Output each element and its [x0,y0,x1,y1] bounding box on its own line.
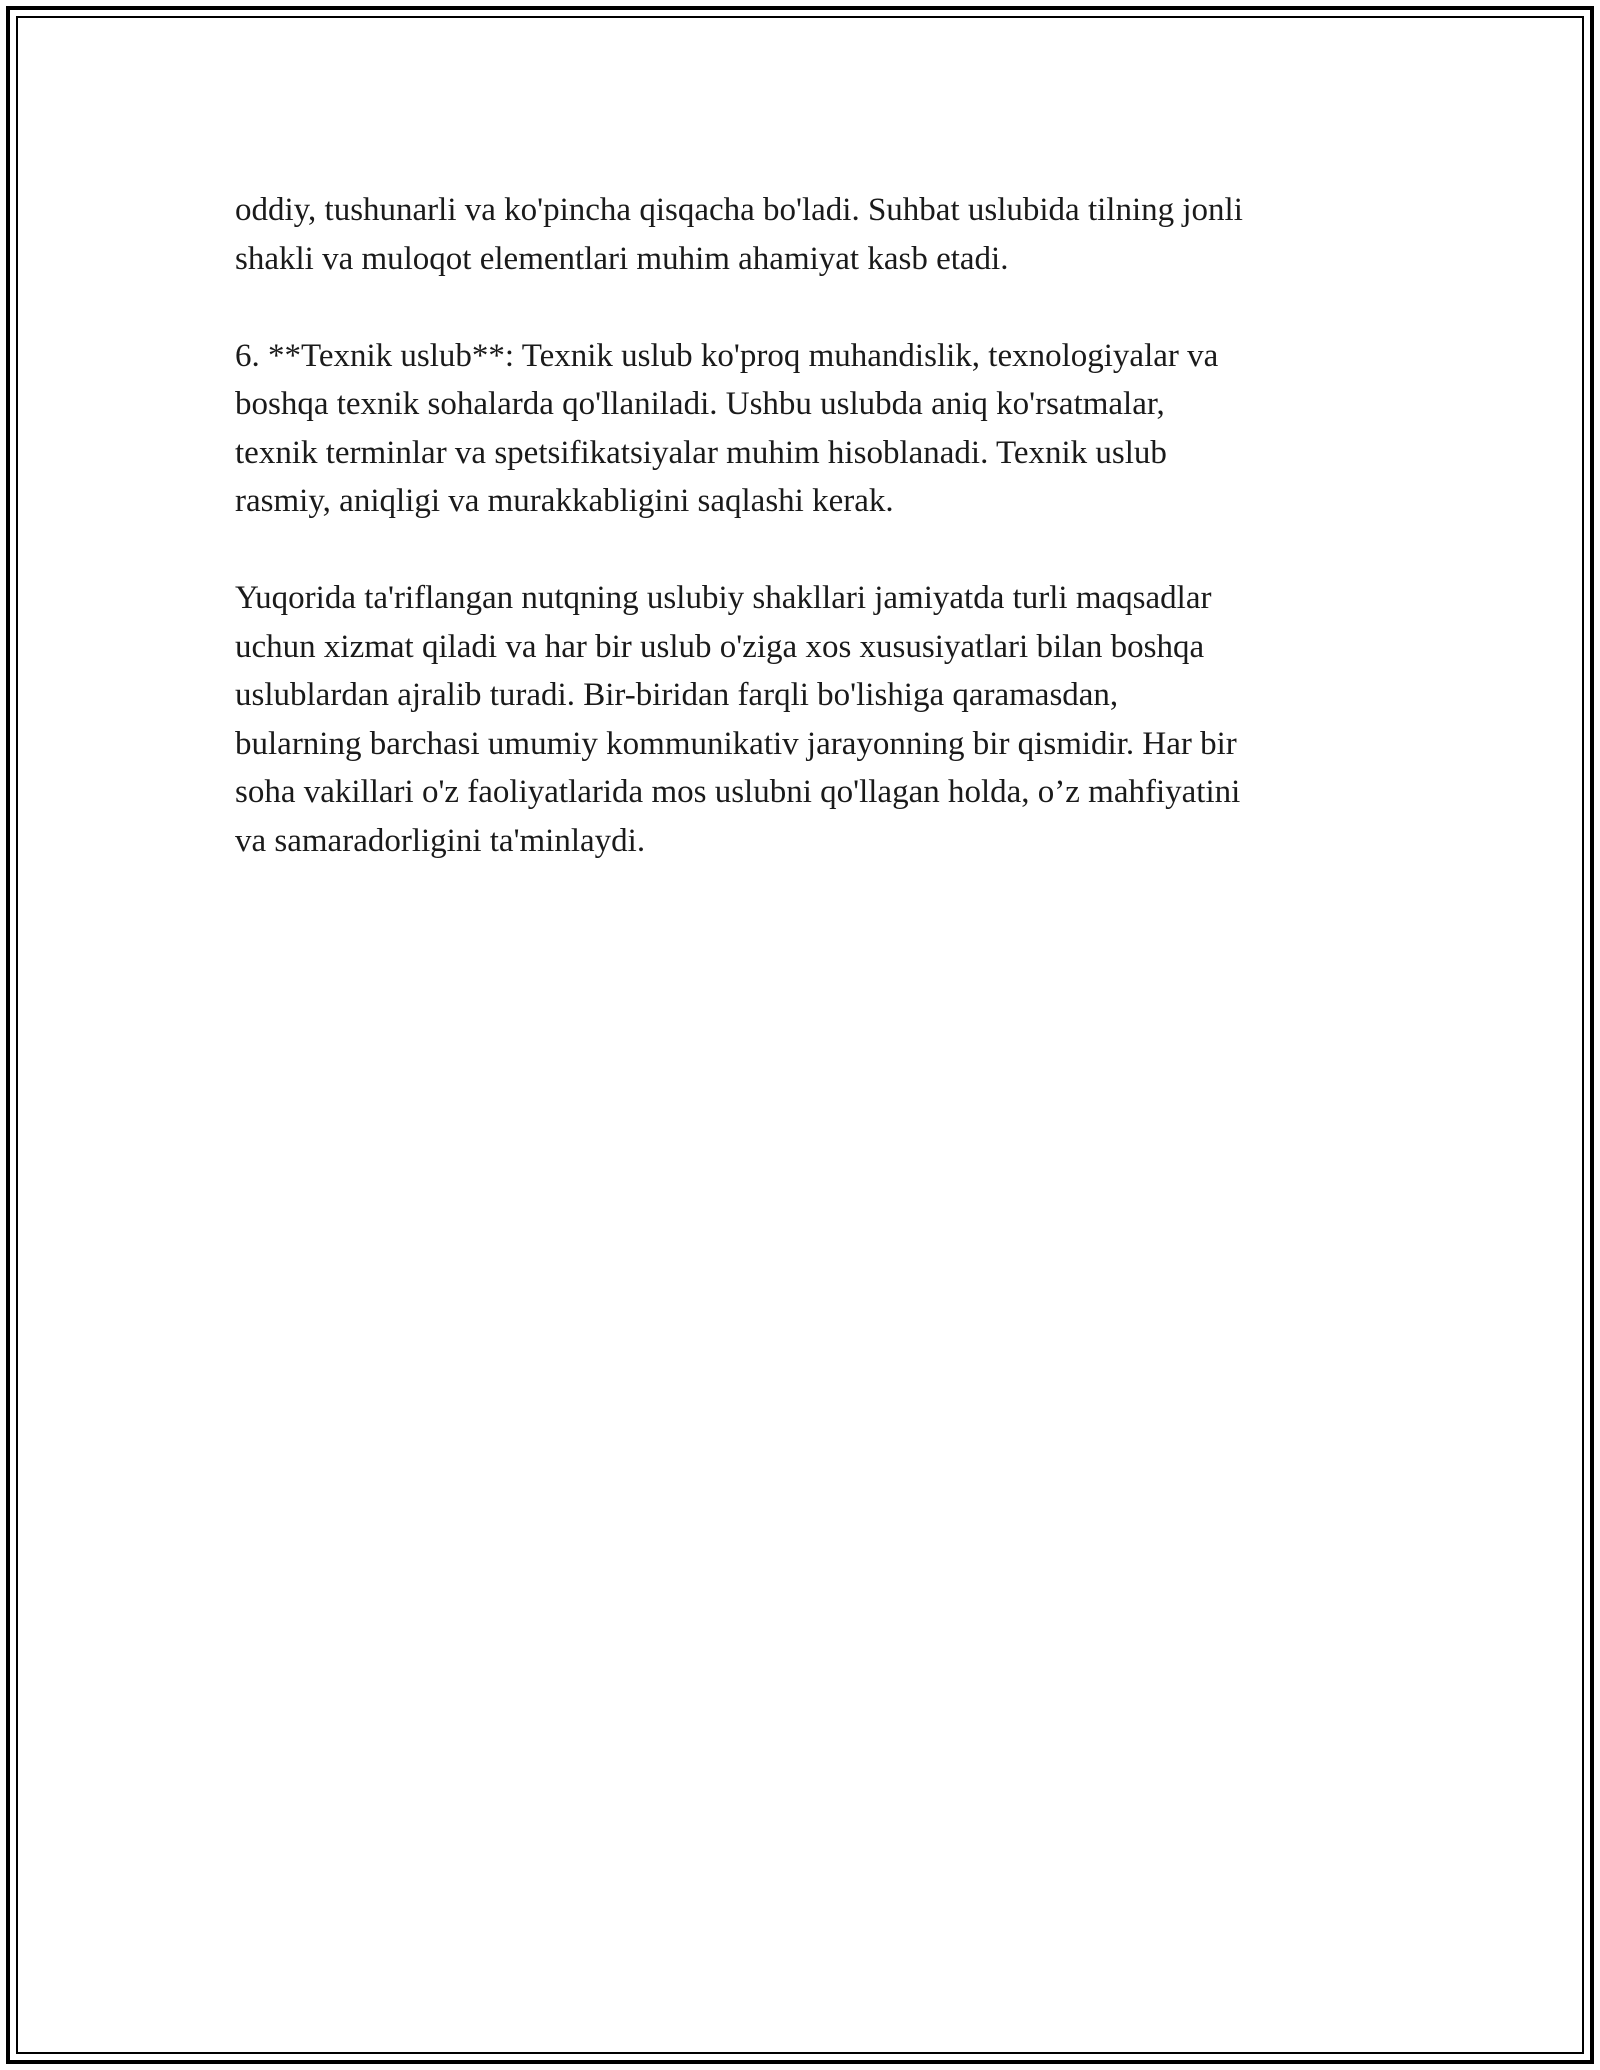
paragraph-technical-style: 6. **Texnik uslub**: Texnik uslub ko'proq muhandislik, texnologiyalar va boshqa texnik sohalarda qo'llaniladi. Ushbu uslubda aniq ko'rsatmalar, texnik terminlar va spetsifikatsiyalar muhim hisoblanadi. Texnik uslub rasmiy, aniqligi va murakkabligini saqlashi kerak. [235,337,1219,519]
paragraph-continuation: oddiy, tushunarli va ko'pincha qisqacha bo'ladi. Suhbat uslubida tilning jonli shakli va muloqot elementlari muhim ahamiyat kasb etadi. [235,192,1243,277]
paragraph-conclusion: Yuqorida ta'riflangan nutqning uslubiy shakllari jamiyatda turli maqsadlar uchun xizmat qiladi va har bir uslub o'ziga xos xususiyatlari bilan boshqa uslublardan ajralib turadi. Bir-biridan farqli bo'lishiga qaramasdan, bularning barchasi umumiy kommunikativ jarayonning bir qismidir. Har bir soha vakillari o'z faoliyatlarida mos uslubni qo'llagan holda, o’z mahfiyatini va samaradorligini ta'minlaydi. [235,580,1241,859]
document-body [235,186,1385,865]
